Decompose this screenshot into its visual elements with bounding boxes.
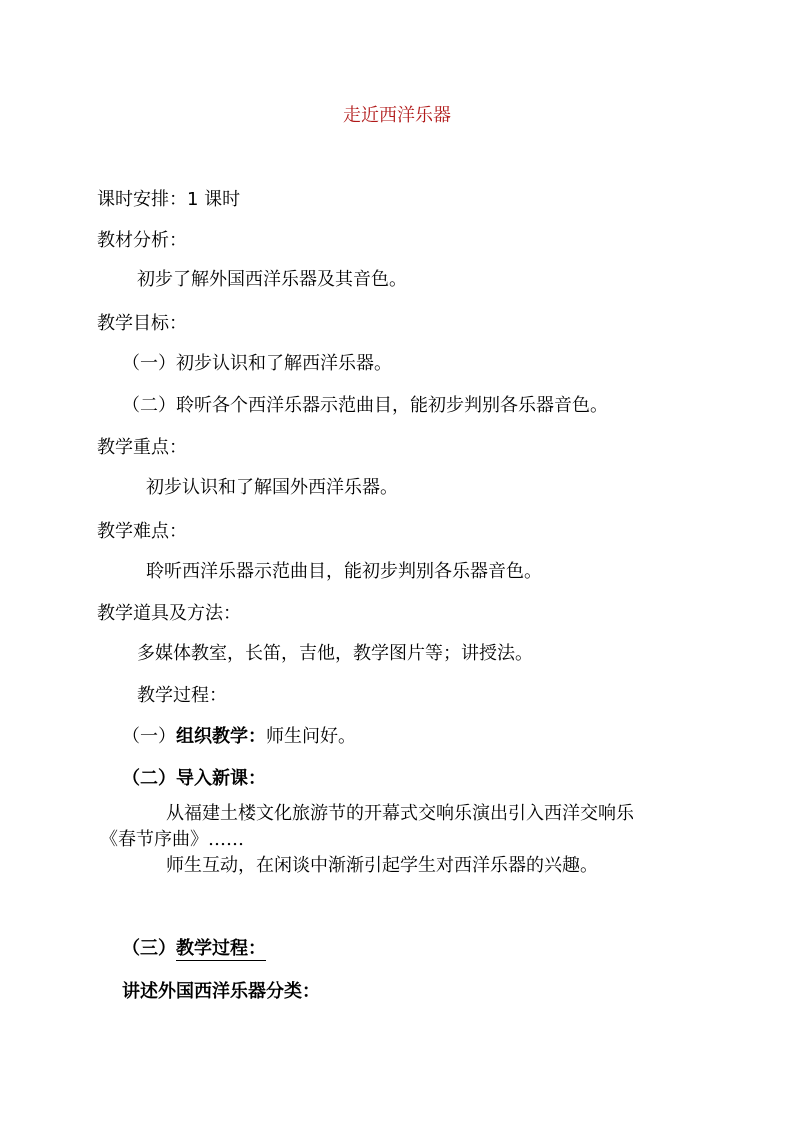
step-2-paragraph-1-cont: 《春节序曲》…… (100, 829, 244, 850)
step-2-number: （二） (122, 768, 176, 789)
keypoint-text: 初步认识和了解国外西洋乐器。 (146, 477, 398, 498)
step-1-text: 师生问好。 (266, 726, 356, 747)
tools-heading: 教学道具及方法： (97, 603, 241, 624)
keypoint-heading: 教学重点： (97, 437, 187, 458)
difficulty-text: 聆听西洋乐器示范曲目，能初步判别各乐器音色。 (146, 561, 542, 582)
goal-item-2: （二）聆听各个西洋乐器示范曲目，能初步判别各乐器音色。 (122, 395, 608, 416)
schedule-label: 课时安排： (97, 189, 187, 210)
step-1 (122, 725, 356, 749)
step-2-paragraph-2: 师生互动，在闲谈中渐渐引起学生对西洋乐器的兴趣。 (166, 855, 598, 876)
goals-heading: 教学目标： (97, 313, 187, 334)
step-2-title: 导入新课： (176, 768, 266, 789)
schedule-line (97, 188, 240, 212)
step-3 (122, 937, 266, 961)
step-3-title: 教学过程： (176, 938, 266, 959)
step-1-number: （一） (122, 726, 176, 747)
goal-item-1: （一）初步认识和了解西洋乐器。 (122, 353, 392, 374)
step-2-paragraph-1: 从福建土楼文化旅游节的开幕式交响乐演出引入西洋交响乐 (166, 803, 634, 824)
document-title: 走近西洋乐器 (343, 105, 451, 126)
step-3-number: （三） (122, 938, 176, 959)
schedule-value: 1 课时 (187, 189, 241, 210)
analysis-text: 初步了解外国西洋乐器及其音色。 (137, 269, 407, 290)
step-3-subheading: 讲述外国西洋乐器分类： (122, 981, 320, 1002)
tools-text: 多媒体教室，长笛，吉他，教学图片等；讲授法。 (137, 643, 533, 664)
step-2 (122, 767, 266, 791)
analysis-heading: 教材分析： (97, 230, 187, 251)
process-heading: 教学过程： (137, 685, 227, 706)
difficulty-heading: 教学难点： (97, 521, 187, 542)
step-1-title: 组织教学： (176, 726, 266, 747)
